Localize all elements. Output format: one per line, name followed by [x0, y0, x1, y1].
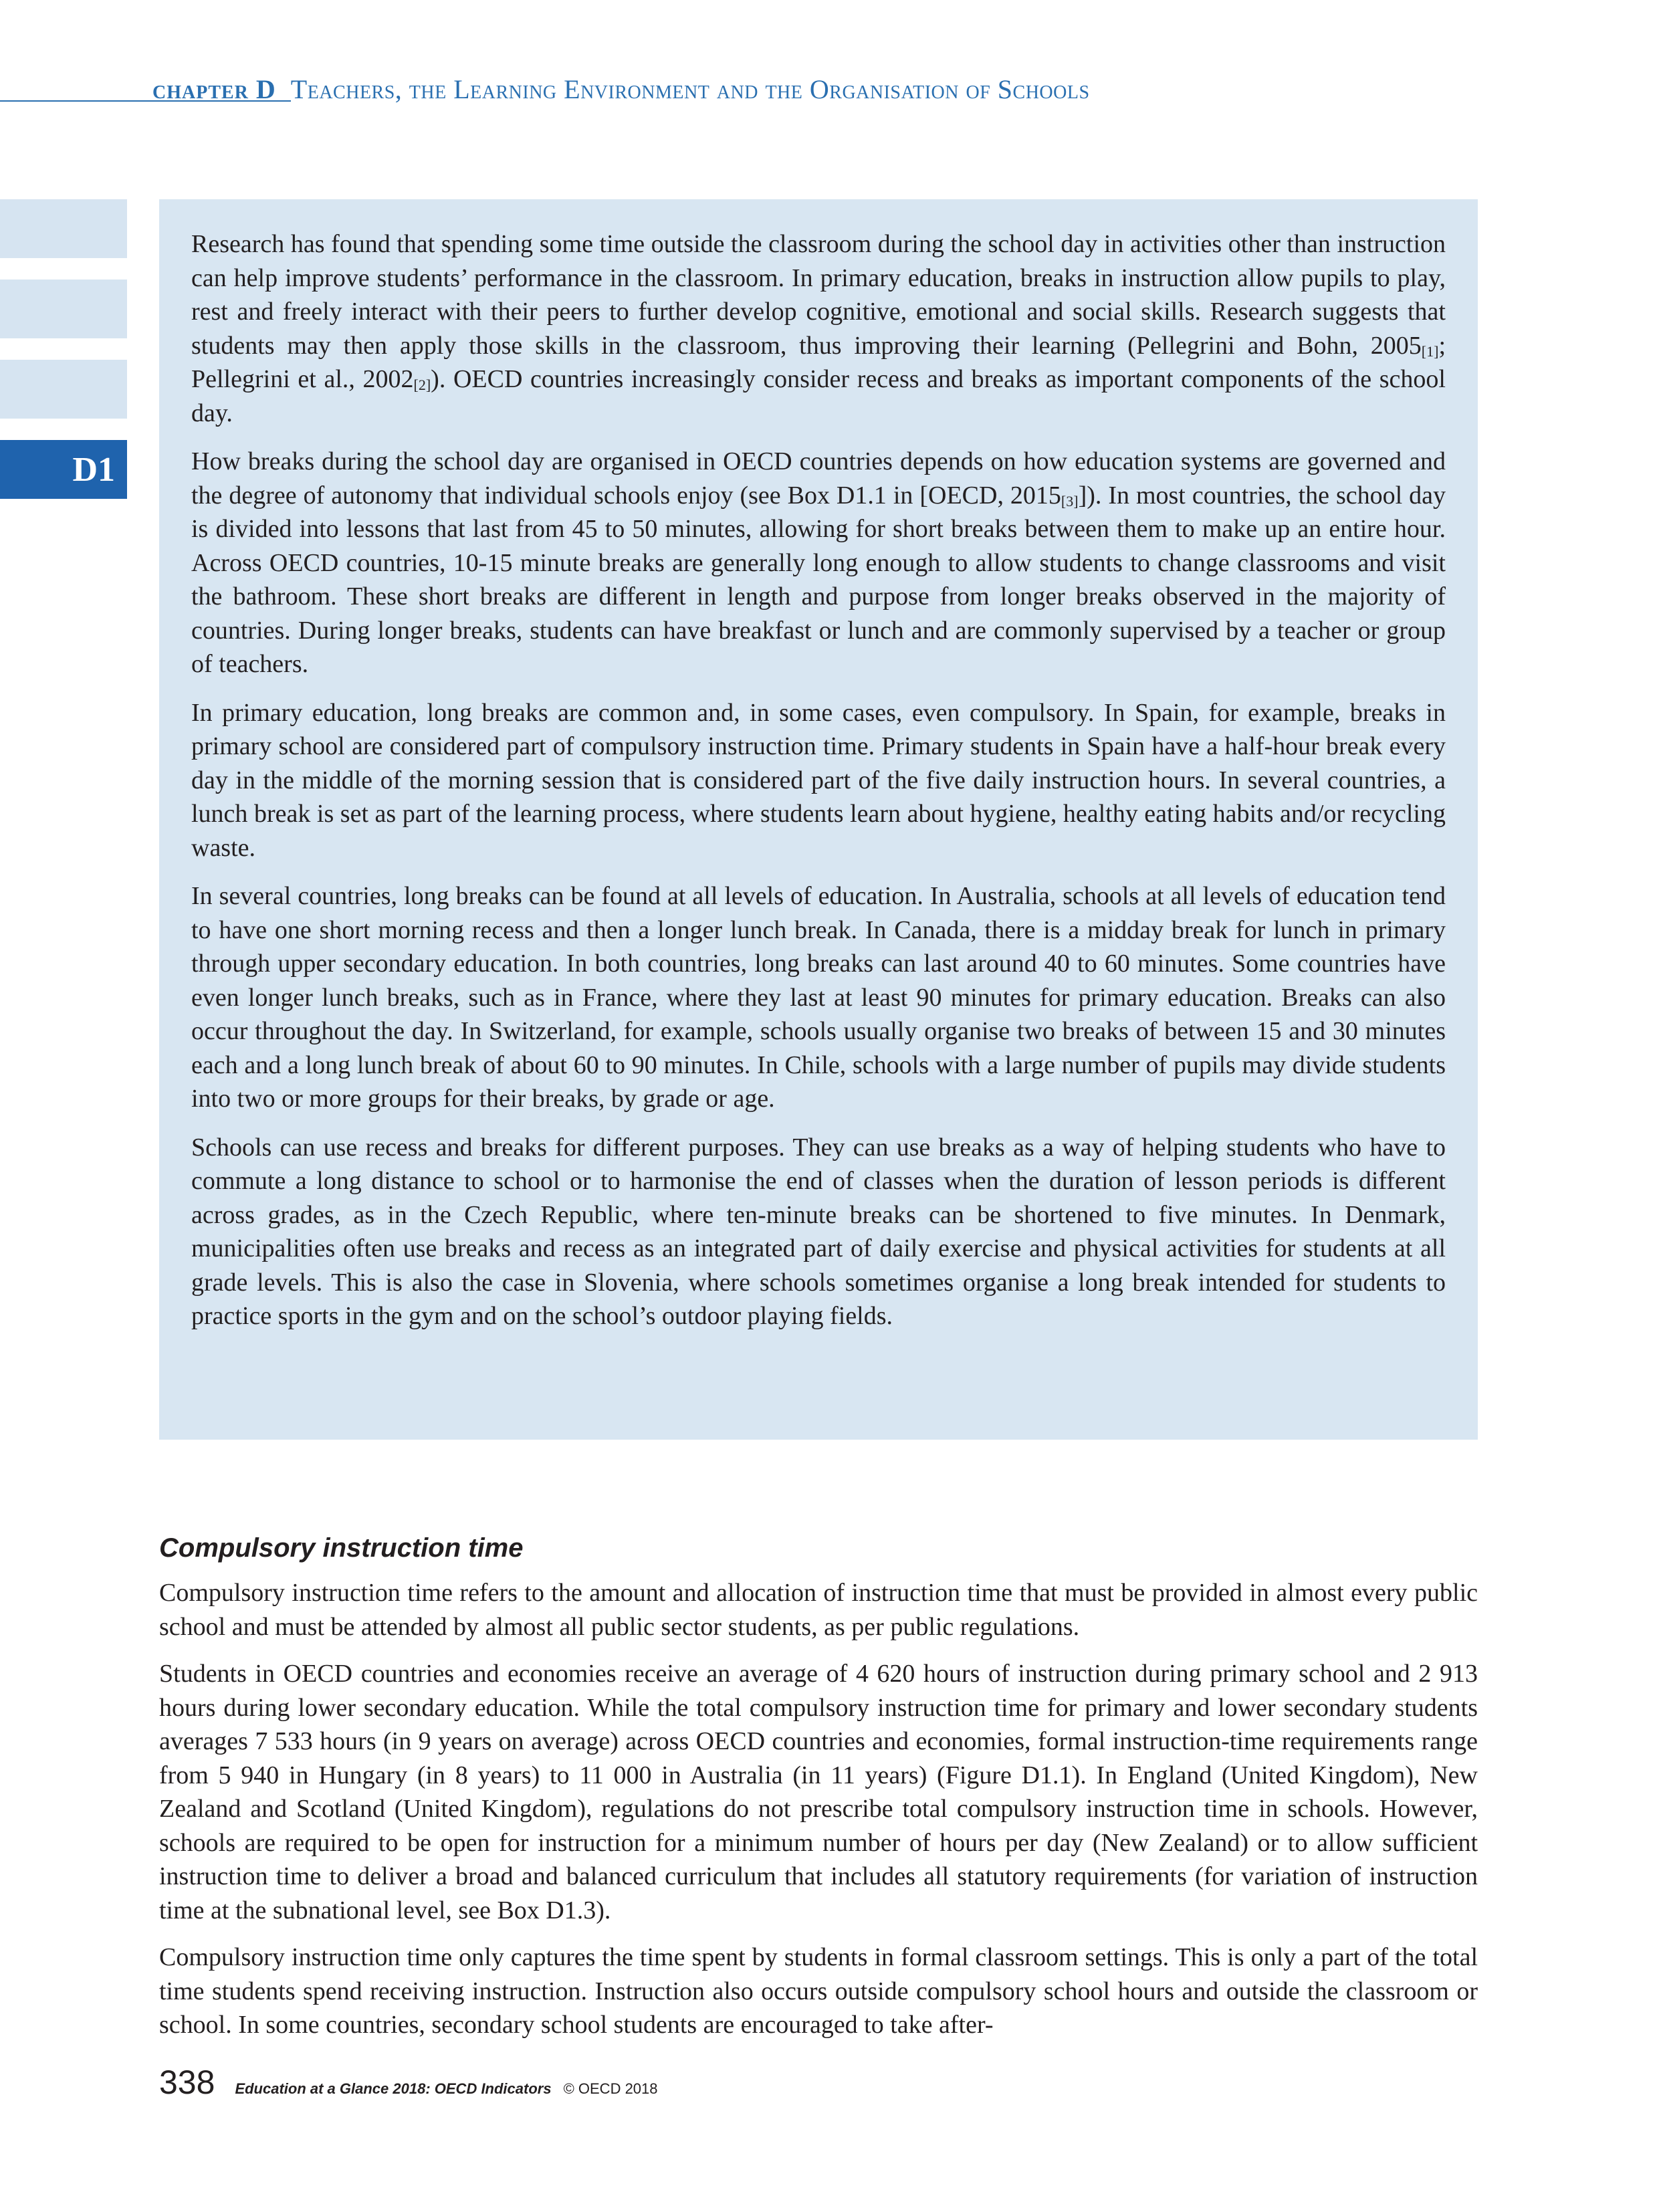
box-paragraph: [191, 227, 1446, 430]
side-tab-decoration: [0, 360, 127, 419]
box-paragraph: [191, 696, 1446, 865]
citation-reference: [2]: [413, 376, 431, 393]
text-run: Schools can use recess and breaks for different purposes. They can use breaks as a way of helping students who have to commute a long distance to school or to harmonise the end of classes when the duration of lesson periods is different across grades, as in the Czech Republic, where ten-minute breaks can be shortened to five minutes. In Denmark, municipalities often use breaks and recess as an integrated part of daily exercise and physical activities for students at all grade levels. This is also the case in Slovenia, where schools sometimes organise a long break intended for students to practice sports in the gym and on the school’s outdoor playing fields.: [191, 1133, 1446, 1330]
section-paragraph: [159, 1657, 1478, 1927]
chapter-title: Teachers, the Learning Environment and the Organisation of Schools: [290, 74, 1090, 104]
citation-reference: [1]: [1421, 342, 1439, 360]
indicator-tab-d1: D1: [0, 440, 127, 499]
text-run: ]). In most countries, the school day is divided into lessons that last from 45 to 50 minutes, allowing for short breaks between them to make up an entire hour. Across OECD countries, 10-15 minute breaks are generally long enough to allow students to change classrooms and visit the bathroom. These short breaks are different in length and purpose from longer breaks observed in the majority of countries. During longer breaks, students can have breakfast or lunch and are commonly supervised by a teacher or group of teachers.: [191, 481, 1446, 678]
text-run: ; Pellegrini et al., 2002: [191, 331, 1446, 393]
text-run: Compulsory instruction time refers to the amount and allocation of instruction time that must be provided in almost every public school and must be attended by almost all public sector students, as per public regulations.: [159, 1579, 1478, 1641]
section-heading: Compulsory instruction time: [159, 1533, 524, 1563]
box-paragraph: [191, 445, 1446, 681]
copyright: © OECD 2018: [563, 2080, 658, 2097]
highlight-box: [159, 199, 1478, 1440]
text-run: How breaks during the school day are organised in OECD countries depends on how education systems are governed and the degree of autonomy that individual schools enjoy (see Box D1.1 in [OECD, 2015: [191, 447, 1446, 510]
text-run: Research has found that spending some time outside the classroom during the school day in activities other than instruction can help improve students’ performance in the classroom. In primary education, breaks in instruction allow pupils to play, rest and freely interact with their peers to further develop cognitive, emotional and social skills. Research suggests that students may then apply those skills in the classroom, thus improving their learning (Pellegrini and Bohn, 2005: [191, 230, 1446, 360]
side-tab-decoration: [0, 280, 127, 338]
section-paragraph: [159, 1576, 1478, 1644]
citation-reference: [3]: [1061, 492, 1079, 510]
page-footer: [159, 2063, 658, 2102]
chapter-label: chapter D: [152, 74, 276, 104]
text-run: Compulsory instruction time only captures the time spent by students in formal classroom settings. This is only a part of the total time students spend receiving instruction. Instruction also occurs outside compulsory school hours and outside the classroom or school. In some countries, secondary school students are encouraged to take after-: [159, 1943, 1478, 2039]
side-tab-decoration: [0, 199, 127, 258]
running-header: [152, 74, 1090, 106]
text-run: Students in OECD countries and economies receive an average of 4 620 hours of instruction during primary school and 2 913 hours during lower secondary education. While the total compulsory instruction time for primary and lower secondary students averages 7 533 hours (in 9 years on average) across OECD countries and economies, formal instruction-time requirements range from 5 940 in Hungary (in 8 years) to 11 000 in Australia (in 11 years) (Figure D1.1). In England (United Kingdom), New Zealand and Scotland (United Kingdom), regulations do not prescribe total compulsory instruction time in schools. However, schools are required to be open for instruction for a minimum number of hours per day (New Zealand) or to allow sufficient instruction time to deliver a broad and balanced curriculum that includes all statutory requirements (for variation of instruction time at the subnational level, see Box D1.3).: [159, 1660, 1478, 1924]
text-run: ). OECD countries increasingly consider recess and breaks as important components of the school day.: [191, 365, 1446, 427]
section-paragraph: [159, 1941, 1478, 2042]
main-text: [159, 1576, 1478, 2056]
text-run: In several countries, long breaks can be found at all levels of education. In Australia, schools at all levels of education tend to have one short morning recess and then a longer lunch break. In Canada, there is a midday break for lunch in primary through upper secondary education. In both countries, long breaks can last around 40 to 60 minutes. Some countries have even longer lunch breaks, such as in France, where they last at least 90 minutes for primary education. Breaks can also occur throughout the day. In Switzerland, for example, schools usually organise two breaks of between 15 and 30 minutes each and a long lunch break of about 60 to 90 minutes. In Chile, schools with a large number of pupils may divide students into two or more groups for their breaks, by grade or age.: [191, 882, 1446, 1113]
box-paragraph: [191, 879, 1446, 1116]
publication-title: Education at a Glance 2018: OECD Indicators: [235, 2080, 552, 2097]
box-paragraph: [191, 1131, 1446, 1333]
page-number: 338: [159, 2064, 215, 2101]
text-run: In primary education, long breaks are common and, in some cases, even compulsory. In Spain, for example, breaks in primary school are considered part of compulsory instruction time. Primary students in Spain have a half-hour break every day in the middle of the morning session that is considered part of the five daily instruction hours. In several countries, a lunch break is set as part of the learning process, where students learn about hygiene, healthy eating habits and/or recycling waste.: [191, 698, 1446, 862]
